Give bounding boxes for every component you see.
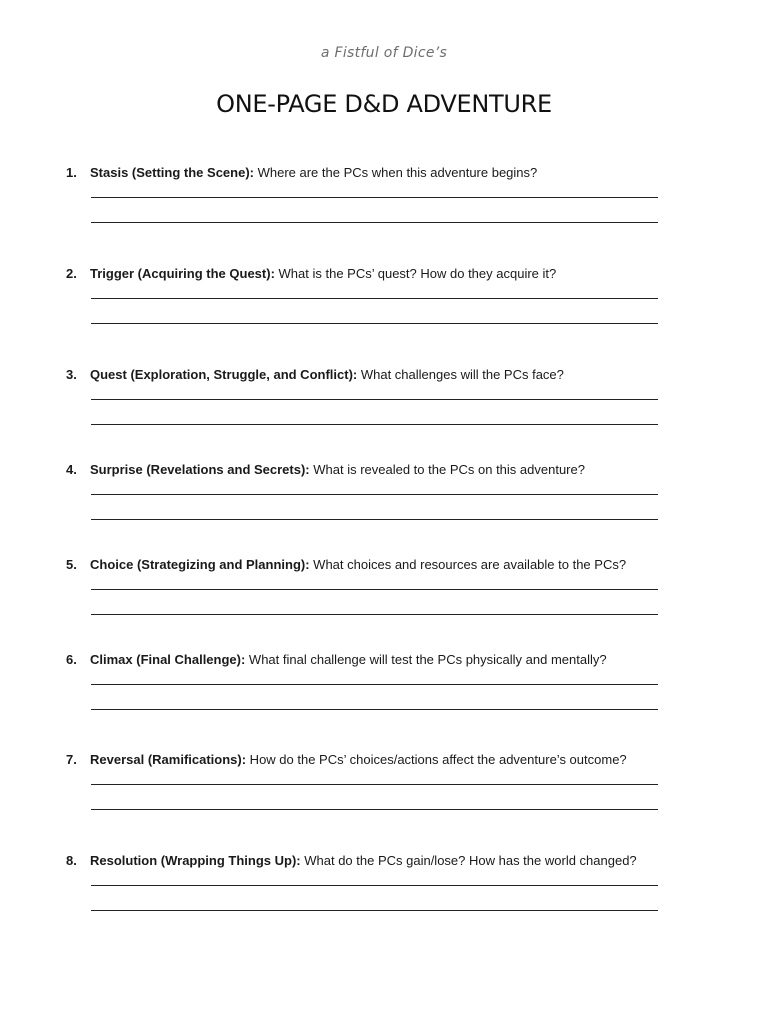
question-prompt: What do the PCs gain/lose? How has the world changed? (300, 853, 637, 868)
question-text (90, 462, 585, 478)
question-prompt: How do the PCs’ choices/actions affect the adventure’s outcome? (246, 752, 627, 767)
question-label: Climax (Final Challenge): (90, 652, 246, 667)
question-prompt: What choices and resources are available to the PCs? (309, 557, 627, 572)
question-label: Quest (Exploration, Struggle, and Conflict): (90, 367, 358, 382)
answer-line[interactable] (91, 298, 658, 299)
question-number: 6. (66, 652, 77, 667)
question-label: Resolution (Wrapping Things Up): (90, 853, 301, 868)
question-number: 4. (66, 462, 77, 477)
question-label: Choice (Strategizing and Planning): (90, 557, 310, 572)
question-prompt: What is the PCs’ quest? How do they acquire it? (274, 266, 557, 281)
answer-line[interactable] (91, 323, 658, 324)
answer-line[interactable] (91, 614, 658, 615)
answer-line[interactable] (91, 709, 658, 710)
question-number: 5. (66, 557, 77, 572)
question-text (90, 367, 564, 383)
answer-line[interactable] (91, 589, 658, 590)
question-prompt: What final challenge will test the PCs physically and mentally? (245, 652, 607, 667)
answer-line[interactable] (91, 684, 658, 685)
question-text (90, 266, 556, 282)
question-text (90, 557, 626, 573)
answer-line[interactable] (91, 399, 658, 400)
question-prompt: Where are the PCs when this adventure begins? (253, 165, 538, 180)
question-text (90, 652, 607, 668)
answer-line[interactable] (91, 809, 658, 810)
question-label: Surprise (Revelations and Secrets): (90, 462, 310, 477)
answer-line[interactable] (91, 885, 658, 886)
question-number: 1. (66, 165, 77, 180)
answer-line[interactable] (91, 197, 658, 198)
question-label: Stasis (Setting the Scene): (90, 165, 254, 180)
answer-line[interactable] (91, 424, 658, 425)
question-text (90, 165, 537, 181)
question-text (90, 853, 637, 869)
page-title: ONE-PAGE D&D ADVENTURE (216, 90, 552, 118)
question-prompt: What is revealed to the PCs on this adventure? (309, 462, 585, 477)
question-label: Trigger (Acquiring the Quest): (90, 266, 275, 281)
question-text (90, 752, 627, 768)
question-number: 3. (66, 367, 77, 382)
question-prompt: What challenges will the PCs face? (357, 367, 564, 382)
answer-line[interactable] (91, 494, 658, 495)
answer-line[interactable] (91, 784, 658, 785)
answer-line[interactable] (91, 519, 658, 520)
answer-line[interactable] (91, 222, 658, 223)
answer-line[interactable] (91, 910, 658, 911)
question-number: 2. (66, 266, 77, 281)
page-subtitle: a Fistful of Dice’s (320, 45, 448, 61)
question-number: 7. (66, 752, 77, 767)
question-label: Reversal (Ramifications): (90, 752, 247, 767)
question-number: 8. (66, 853, 77, 868)
